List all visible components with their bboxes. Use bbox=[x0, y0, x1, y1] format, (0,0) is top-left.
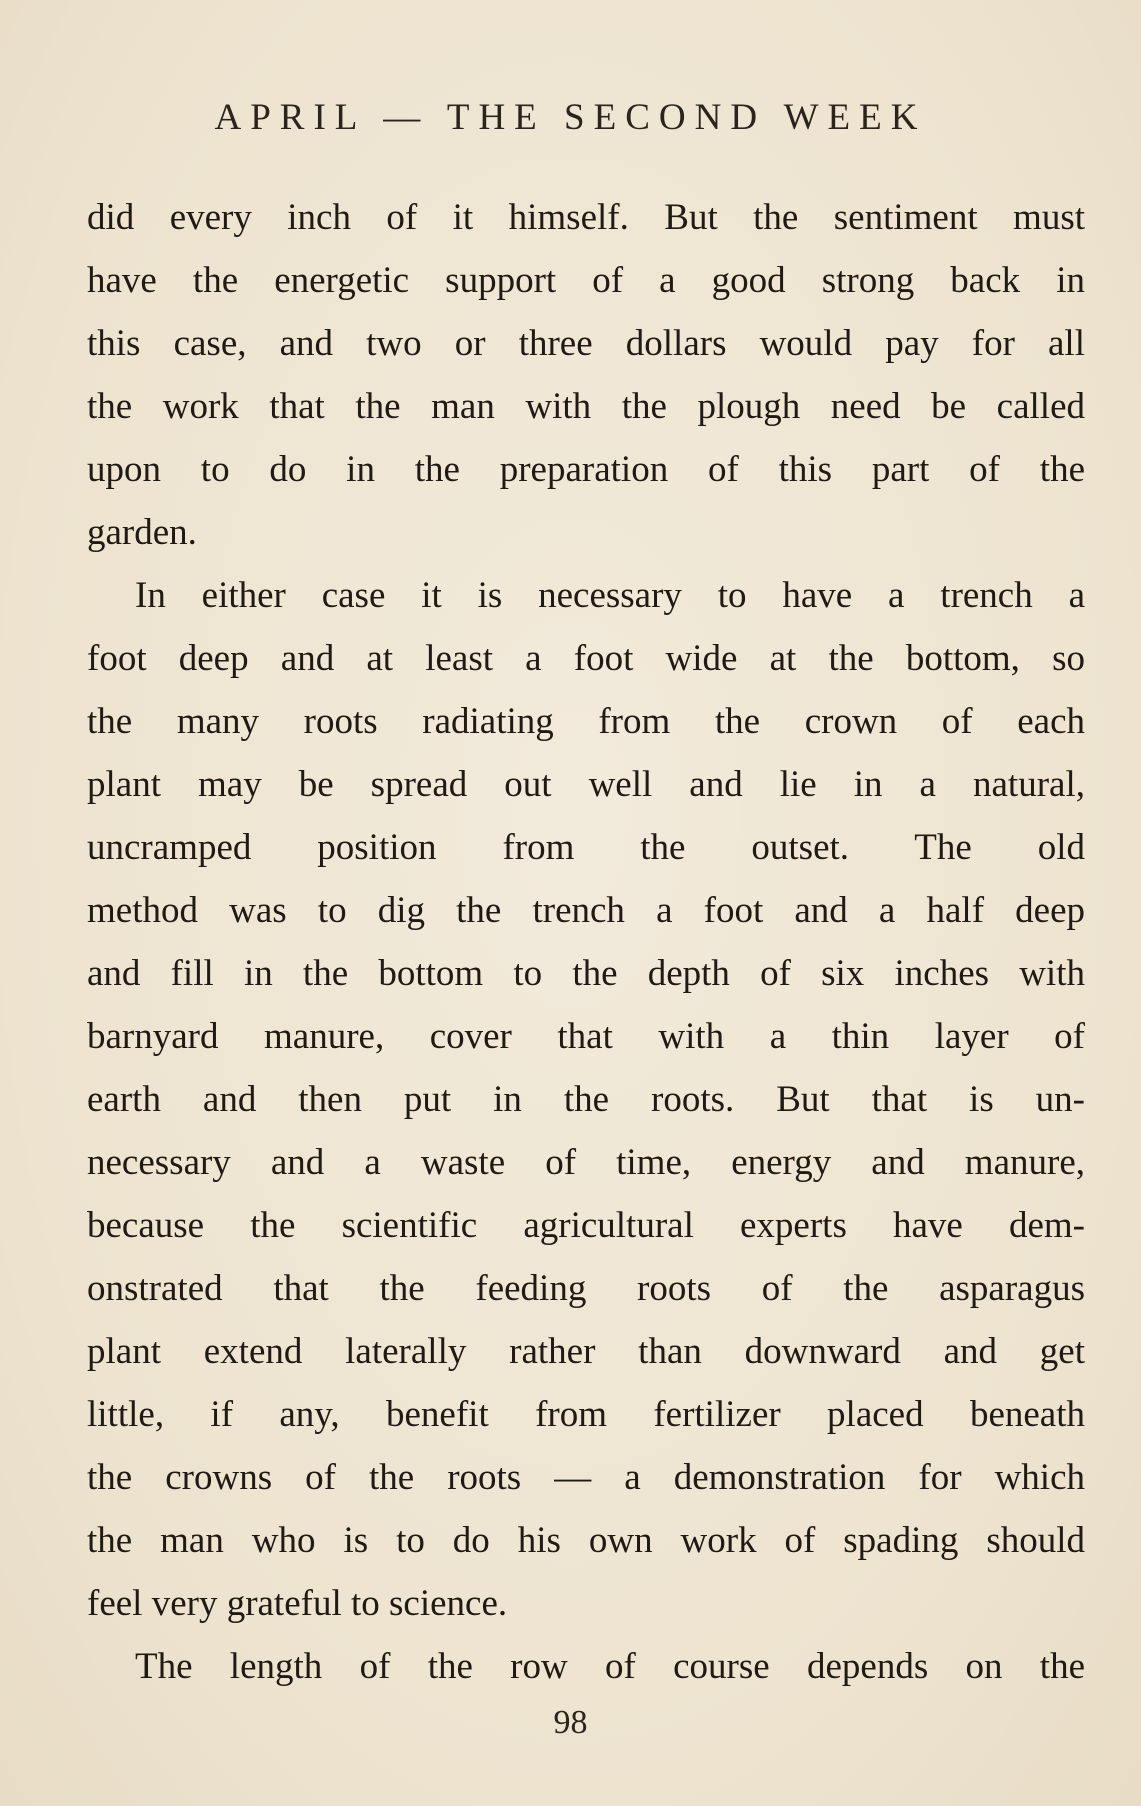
text-line: onstrated that the feeding roots of the asparagus bbox=[87, 1268, 1085, 1309]
text-line: plant extend laterally rather than downward and get bbox=[87, 1331, 1085, 1372]
text-line: earth and then put in the roots. But that is un- bbox=[87, 1079, 1085, 1120]
text-line: have the energetic support of a good strong back in bbox=[87, 260, 1085, 301]
text-line: garden. bbox=[87, 512, 197, 553]
text-line: did every inch of it himself. But the sentiment must bbox=[87, 197, 1085, 238]
text-line: plant may be spread out well and lie in a natural, bbox=[87, 764, 1085, 805]
text-line: The length of the row of course depends on the bbox=[135, 1646, 1085, 1687]
text-line: the work that the man with the plough need be called bbox=[87, 386, 1085, 427]
body-text bbox=[87, 186, 1085, 1698]
text-line: the crowns of the roots — a demonstration for which bbox=[87, 1457, 1085, 1498]
running-head: APRIL — THE SECOND WEEK bbox=[214, 97, 927, 138]
text-line: and fill in the bottom to the depth of six inches with bbox=[87, 953, 1085, 994]
text-line: this case, and two or three dollars would pay for all bbox=[87, 323, 1085, 364]
text-line: barnyard manure, cover that with a thin layer of bbox=[87, 1016, 1085, 1057]
page-number: 98 bbox=[553, 1704, 588, 1741]
text-line: upon to do in the preparation of this part of the bbox=[87, 449, 1085, 490]
text-line: uncramped position from the outset. The old bbox=[87, 827, 1085, 868]
text-line: In either case it is necessary to have a trench a bbox=[135, 575, 1085, 616]
text-line: the many roots radiating from the crown of each bbox=[87, 701, 1085, 742]
text-line: feel very grateful to science. bbox=[87, 1583, 508, 1624]
text-line: foot deep and at least a foot wide at the bottom, so bbox=[87, 638, 1085, 679]
text-line: the man who is to do his own work of spading should bbox=[87, 1520, 1085, 1561]
text-line: method was to dig the trench a foot and a half deep bbox=[87, 890, 1085, 931]
text-line: necessary and a waste of time, energy and manure, bbox=[87, 1142, 1085, 1183]
text-line: little, if any, benefit from fertilizer placed beneath bbox=[87, 1394, 1085, 1435]
text-line: because the scientific agricultural experts have dem- bbox=[87, 1205, 1085, 1246]
